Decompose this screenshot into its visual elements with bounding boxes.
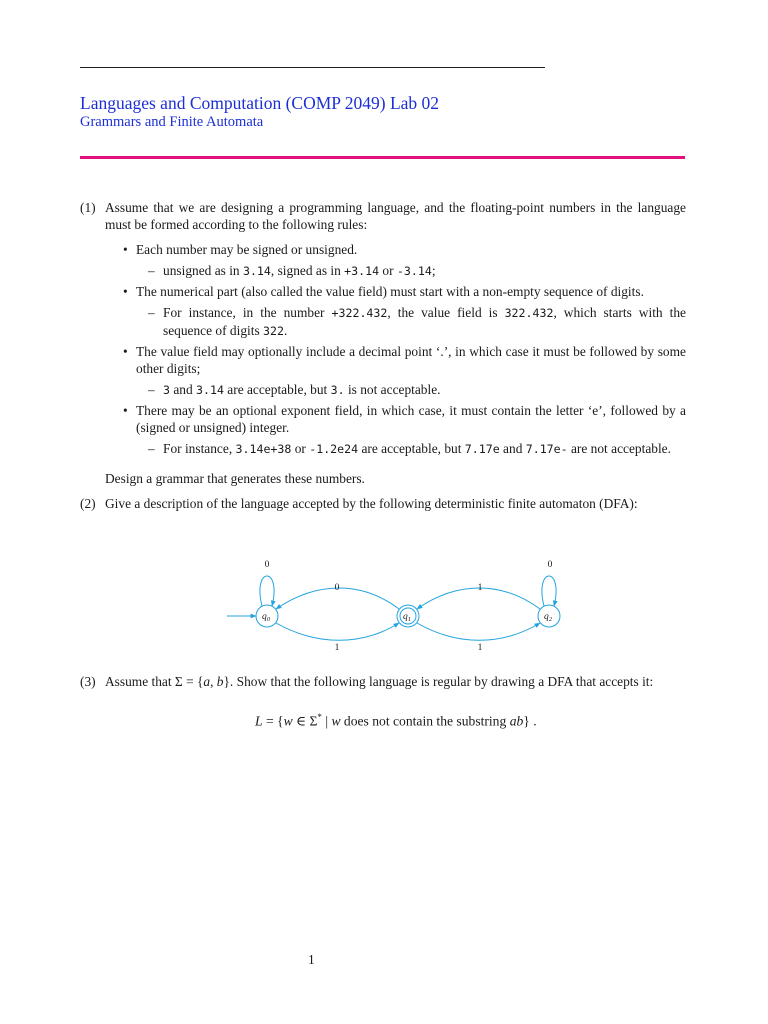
top-rule <box>80 67 545 68</box>
label-q1-q2: 1 <box>477 643 483 653</box>
question-1 <box>80 199 686 487</box>
question-number: (2) <box>80 496 96 511</box>
label-q0-q1: 1 <box>334 643 340 653</box>
label-q1-q0: 0 <box>334 583 340 593</box>
question-2 <box>80 495 686 512</box>
question-1-task: Design a grammar that generates these numbers. <box>105 471 365 486</box>
rule-example: – unsigned as in 3.14, signed as in +3.14 or -3.14; <box>136 262 686 280</box>
rule-text: The numerical part (also called the value field) must start with a non-empty sequence of digits. <box>136 284 644 299</box>
loop-q0 <box>260 576 274 606</box>
state-label-q2: $q_2$ <box>544 612 552 623</box>
rule-text: The value field may optionally include a decimal point ‘.’, in which case it must be followed by some other digits; <box>136 344 686 376</box>
rule-text: Each number may be signed or unsigned. <box>136 242 358 257</box>
lab-content <box>80 199 686 512</box>
question-3-text: Assume that Σ = {a, b}. Show that the following language is regular by drawing a DFA that accepts it: <box>105 674 654 689</box>
document-subtitle: Grammars and Finite Automata <box>80 114 264 130</box>
rule-item <box>105 402 686 458</box>
loop-q2 <box>542 576 556 606</box>
rule-text: There may be an optional exponent field, in which case, it must contain the letter ‘e’, followed by a (signed or unsigned) integer. <box>136 403 686 435</box>
rule-list <box>105 241 686 458</box>
question-2-text: Give a description of the language accepted by the following deterministic finite automaton (DFA): <box>105 496 638 511</box>
question-3 <box>80 673 686 690</box>
question-1-intro: Assume that we are designing a programming language, and the floating-point numbers in the language must be formed according to the following rules: <box>105 200 686 232</box>
header-divider <box>80 156 685 159</box>
question-number: (1) <box>80 200 96 215</box>
state-label-q1: $q_1$ <box>403 612 411 623</box>
rule-item <box>105 343 686 399</box>
label-loop-q2: 0 <box>547 560 553 570</box>
document-title: Languages and Computation (COMP 2049) Lab 02 <box>80 93 440 113</box>
dfa-diagram <box>222 556 572 656</box>
page-number: 1 <box>308 952 315 967</box>
label-loop-q0: 0 <box>264 560 270 570</box>
edge-q0-q1 <box>276 623 399 640</box>
rule-example: – 3 and 3.14 are acceptable, but 3. is not acceptable. <box>136 381 686 399</box>
rule-example: – For instance, 3.14e+38 or -1.2e24 are acceptable, but 7.17e and 7.17e- are not acceptable. <box>136 440 686 458</box>
state-label-q0: $q_0$ <box>262 612 270 623</box>
edge-q1-q2 <box>417 623 540 640</box>
rule-example: – For instance, in the number +322.432, the value field is 322.432, which starts with the sequence of digits 322. <box>136 304 686 340</box>
language-definition: L = {w ∈ Σ* | w does not contain the substring ab} . <box>255 712 537 729</box>
label-q2-q1: 1 <box>477 583 483 593</box>
question-number: (3) <box>80 674 96 689</box>
rule-item <box>105 241 686 280</box>
rule-item <box>105 283 686 340</box>
